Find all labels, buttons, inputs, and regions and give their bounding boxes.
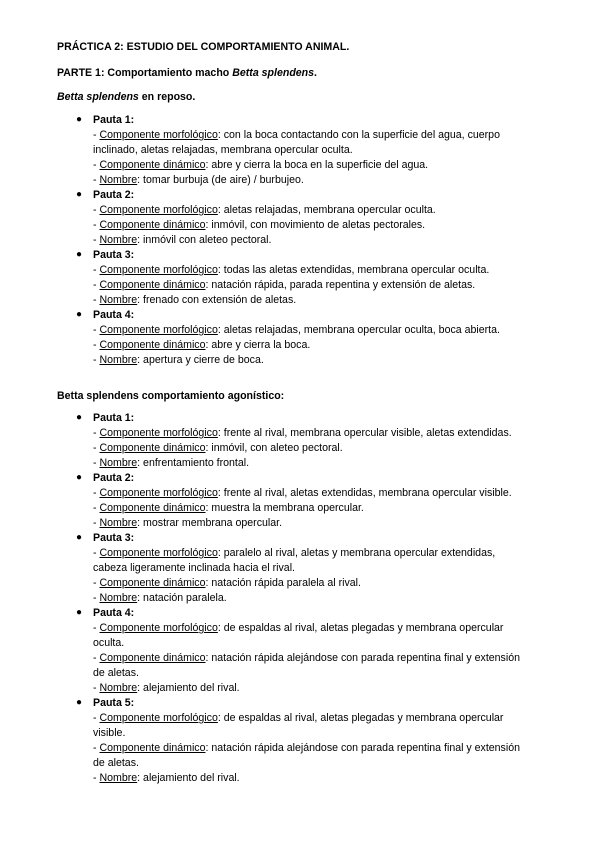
component-morphological-text: oculta.	[93, 637, 125, 649]
component-morphological-text: : frente al rival, aletas extendidas, membrana opercular visible.	[217, 487, 512, 499]
dash: -	[93, 354, 100, 366]
dash: -	[93, 742, 100, 754]
component-dynamic-label: Componente dinámico	[99, 339, 206, 351]
component-dynamic-line	[93, 339, 310, 351]
component-morphological-line	[93, 427, 512, 439]
component-name-text: : inmóvil con aleteo pectoral.	[137, 234, 272, 246]
bullet-dot: ●	[76, 249, 83, 260]
document-title: PRÁCTICA 2: ESTUDIO DEL COMPORTAMIENTO ANIMAL.	[57, 41, 350, 53]
component-morphological-line	[93, 129, 500, 141]
part-heading	[57, 67, 317, 79]
component-morphological-line	[93, 622, 503, 634]
component-name-line	[93, 592, 227, 604]
component-dynamic-label: Componente dinámico	[99, 652, 206, 664]
part-heading-suffix: .	[314, 67, 317, 79]
bullet-dot: ●	[76, 697, 83, 708]
component-name-text: : mostrar membrana opercular.	[137, 517, 283, 529]
component-name-text: : natación paralela.	[137, 592, 227, 604]
bullet-dot: ●	[76, 607, 83, 618]
dash: -	[93, 159, 100, 171]
pauta-title: Pauta 3:	[93, 249, 135, 261]
component-dynamic-text: : natación rápida alejándose con parada repentina final y extensión	[205, 652, 520, 664]
dash: -	[93, 772, 100, 784]
component-morphological-text: visible.	[93, 727, 126, 739]
component-morphological-line	[93, 712, 503, 724]
component-name-line	[93, 457, 249, 469]
component-dynamic-line	[93, 279, 475, 291]
dash: -	[93, 264, 100, 276]
component-morphological-text: : con la boca contactando con la superficie del agua, cuerpo	[217, 129, 500, 141]
component-morphological-line	[93, 637, 124, 649]
component-dynamic-text: de aletas.	[93, 757, 139, 769]
component-dynamic-line	[93, 159, 428, 171]
component-morphological-label: Componente morfológico	[99, 264, 218, 276]
component-name-label: Nombre	[99, 517, 138, 529]
component-dynamic-label: Componente dinámico	[99, 442, 206, 454]
component-morphological-text: : de espaldas al rival, aletas plegadas y membrana opercular	[217, 622, 504, 634]
component-name-text: : apertura y cierre de boca.	[137, 354, 264, 366]
pauta-title: Pauta 4:	[93, 607, 135, 619]
dash: -	[93, 339, 100, 351]
component-name-label: Nombre	[99, 457, 138, 469]
dash: -	[93, 712, 100, 724]
dash: -	[93, 682, 100, 694]
component-dynamic-text: : inmóvil, con movimiento de aletas pectorales.	[205, 219, 426, 231]
component-morphological-text: : de espaldas al rival, aletas plegadas y membrana opercular	[217, 712, 504, 724]
dash: -	[93, 652, 100, 664]
bullet-dot: ●	[76, 189, 83, 200]
component-name-label: Nombre	[99, 682, 138, 694]
pauta-title: Pauta 2:	[93, 189, 135, 201]
part-heading-prefix: PARTE 1: Comportamiento macho	[57, 67, 233, 79]
component-dynamic-text: : abre y cierra la boca en la superficie del agua.	[205, 159, 429, 171]
component-morphological-label: Componente morfológico	[99, 324, 218, 336]
component-name-label: Nombre	[99, 772, 138, 784]
component-morphological-text: : todas las aletas extendidas, membrana opercular oculta.	[217, 264, 490, 276]
component-dynamic-text: : inmóvil, con aleteo pectoral.	[205, 442, 343, 454]
dash: -	[93, 577, 100, 589]
dash: -	[93, 174, 100, 186]
component-dynamic-line	[93, 667, 139, 679]
pauta-title: Pauta 1:	[93, 114, 135, 126]
component-morphological-label: Componente morfológico	[99, 204, 218, 216]
component-name-text: : alejamiento del rival.	[137, 682, 240, 694]
dash: -	[93, 442, 100, 454]
dash: -	[93, 129, 100, 141]
bullet-dot: ●	[76, 114, 83, 125]
component-dynamic-text: : natación rápida, parada repentina y extensión de aletas.	[205, 279, 476, 291]
dash: -	[93, 279, 100, 291]
component-name-label: Nombre	[99, 294, 138, 306]
component-dynamic-line	[93, 219, 425, 231]
component-dynamic-label: Componente dinámico	[99, 159, 206, 171]
bullet-dot: ●	[76, 532, 83, 543]
component-dynamic-label: Componente dinámico	[99, 502, 206, 514]
component-dynamic-line	[93, 757, 139, 769]
component-morphological-label: Componente morfológico	[99, 712, 218, 724]
component-morphological-label: Componente morfológico	[99, 487, 218, 499]
component-name-line	[93, 772, 240, 784]
component-dynamic-line	[93, 502, 364, 514]
component-morphological-line	[93, 204, 436, 216]
dash: -	[93, 219, 100, 231]
component-dynamic-line	[93, 442, 343, 454]
component-morphological-line	[93, 562, 295, 574]
component-morphological-label: Componente morfológico	[99, 129, 218, 141]
component-dynamic-label: Componente dinámico	[99, 742, 206, 754]
component-name-text: : enfrentamiento frontal.	[137, 457, 250, 469]
component-dynamic-text: de aletas.	[93, 667, 139, 679]
section-heading-reposo	[57, 91, 195, 103]
component-name-line	[93, 354, 264, 366]
section-heading-agonistico: Betta splendens comportamiento agonístico:	[57, 390, 285, 402]
dash: -	[93, 487, 100, 499]
component-morphological-line	[93, 144, 353, 156]
component-morphological-line	[93, 727, 125, 739]
dash: -	[93, 547, 100, 559]
dash: -	[93, 622, 100, 634]
component-name-line	[93, 517, 282, 529]
component-morphological-text: : frente al rival, membrana opercular visible, aletas extendidas.	[217, 427, 512, 439]
component-morphological-line	[93, 264, 489, 276]
dash: -	[93, 517, 100, 529]
bullet-dot: ●	[76, 412, 83, 423]
component-name-line	[93, 174, 304, 186]
component-morphological-text: cabeza ligeramente inclinada hacia el rival.	[93, 562, 295, 574]
component-morphological-text: : paralelo al rival, aletas y membrana opercular extendidas,	[217, 547, 496, 559]
section-heading-text: en reposo.	[138, 91, 196, 103]
component-dynamic-text: : abre y cierra la boca.	[205, 339, 311, 351]
component-dynamic-label: Componente dinámico	[99, 219, 206, 231]
component-dynamic-text: : natación rápida paralela al rival.	[205, 577, 361, 589]
bullet-dot: ●	[76, 472, 83, 483]
component-morphological-label: Componente morfológico	[99, 622, 218, 634]
component-name-label: Nombre	[99, 354, 138, 366]
component-name-text: : tomar burbuja (de aire) / burbujeo.	[137, 174, 304, 186]
part-heading-species: Betta splendens	[232, 67, 315, 79]
component-morphological-text: inclinado, aletas relajadas, membrana opercular oculta.	[93, 144, 353, 156]
component-morphological-text: : aletas relajadas, membrana opercular oculta, boca abierta.	[217, 324, 500, 336]
component-name-text: : alejamiento del rival.	[137, 772, 240, 784]
component-morphological-label: Componente morfológico	[99, 547, 218, 559]
pauta-title: Pauta 4:	[93, 309, 135, 321]
dash: -	[93, 294, 100, 306]
component-dynamic-line	[93, 652, 520, 664]
component-morphological-line	[93, 547, 495, 559]
dash: -	[93, 234, 100, 246]
pauta-title: Pauta 1:	[93, 412, 135, 424]
dash: -	[93, 204, 100, 216]
dash: -	[93, 324, 100, 336]
dash: -	[93, 457, 100, 469]
component-dynamic-line	[93, 742, 520, 754]
bullet-dot: ●	[76, 309, 83, 320]
component-dynamic-text: : muestra la membrana opercular.	[205, 502, 364, 514]
component-name-line	[93, 234, 271, 246]
component-dynamic-label: Componente dinámico	[99, 279, 206, 291]
component-morphological-line	[93, 324, 500, 336]
component-dynamic-label: Componente dinámico	[99, 577, 206, 589]
component-name-line	[93, 294, 296, 306]
section-heading-species: Betta splendens	[57, 91, 139, 103]
dash: -	[93, 592, 100, 604]
component-dynamic-line	[93, 577, 361, 589]
component-name-text: : frenado con extensión de aletas.	[137, 294, 297, 306]
pauta-title: Pauta 3:	[93, 532, 135, 544]
component-morphological-label: Componente morfológico	[99, 427, 218, 439]
pauta-title: Pauta 5:	[93, 697, 135, 709]
dash: -	[93, 502, 100, 514]
component-name-label: Nombre	[99, 234, 138, 246]
dash: -	[93, 427, 100, 439]
component-name-line	[93, 682, 240, 694]
component-name-label: Nombre	[99, 592, 138, 604]
component-name-label: Nombre	[99, 174, 138, 186]
component-morphological-text: : aletas relajadas, membrana opercular oculta.	[217, 204, 436, 216]
component-dynamic-text: : natación rápida alejándose con parada repentina final y extensión	[205, 742, 520, 754]
component-morphological-line	[93, 487, 512, 499]
pauta-title: Pauta 2:	[93, 472, 135, 484]
